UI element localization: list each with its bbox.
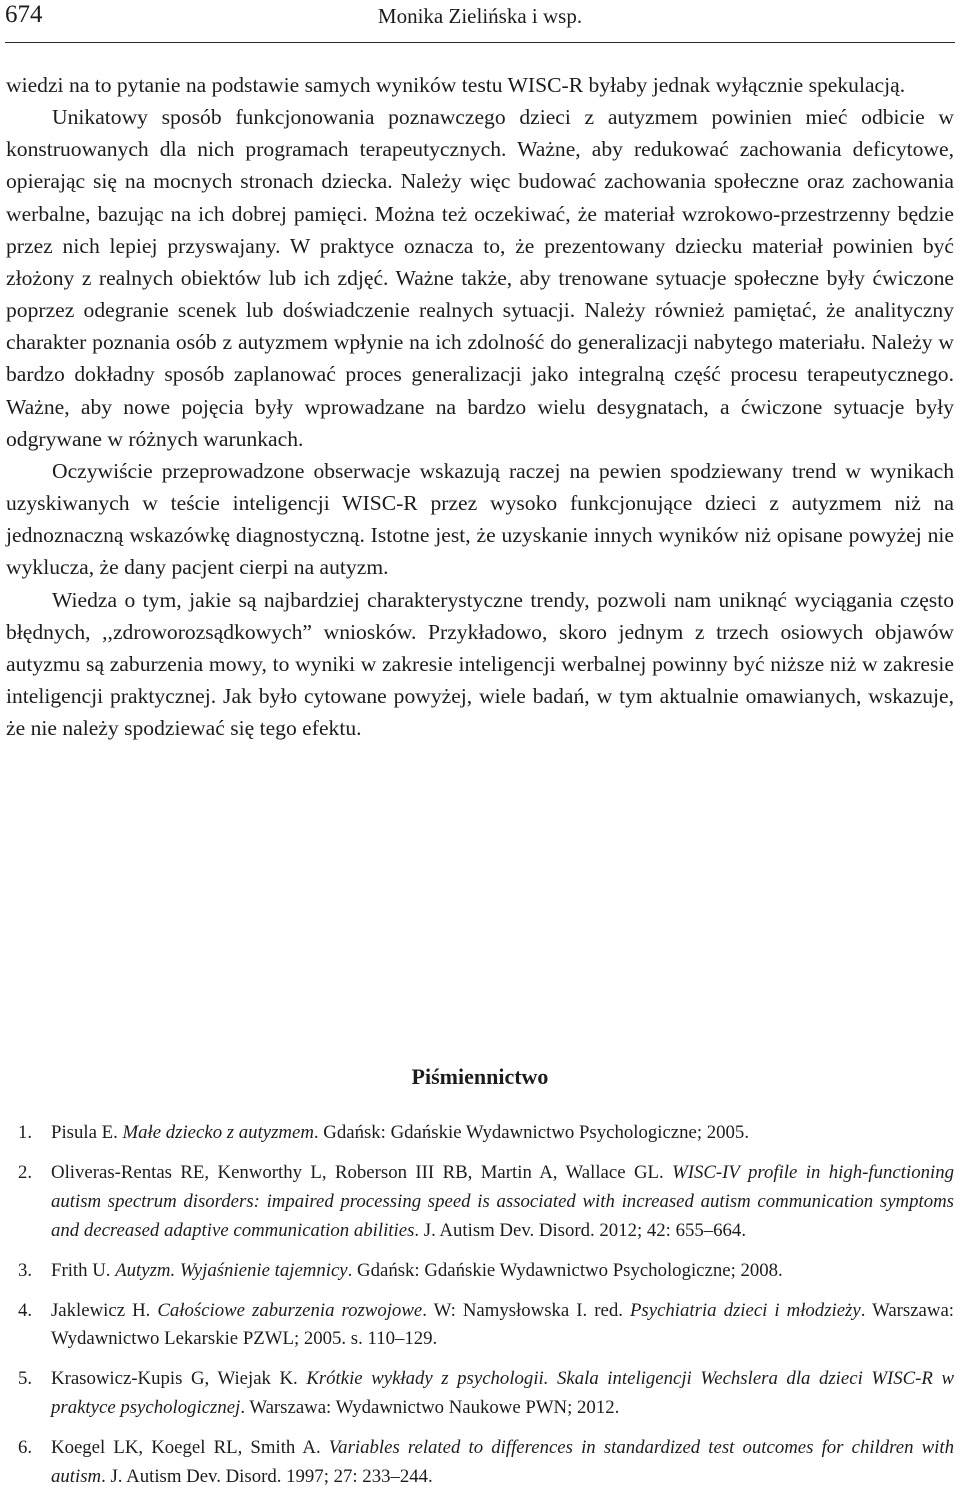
paragraph: Wiedza o tym, jakie są najbardziej charakterystyczne trendy, pozwoli nam uniknąć wyciągania często błędnych, ,,zdroworozsądkowych” wniosków. Przykładowo, skoro jednym z trzech osiowych objawów autyzmu są zaburzenia mowy, to wyniki w zakresie inteligencji werbalnej powinny być niższe niż w zakresie inteligencji praktycznej. Jak było cytowane powyżej, wiele badań, w tym aktualnie omawianych, wskazuje, że nie należy spodziewać się tego efektu. [6, 587, 954, 741]
reference-authors: Oliveras-Rentas RE, Kenworthy L, Roberson III RB, Martin A, Wallace GL. [51, 1161, 673, 1183]
references-list [18, 1119, 954, 1503]
paragraph: Oczywiście przeprowadzone obserwacje wskazują raczej na pewien spodziewany trend w wynikach uzyskiwanych w teście inteligencji WISC-R przez wysoko funkcjonujące dzieci z autyzmem niż na jednoznaczną wskazówkę diagnostyczną. Istotne jest, że uzyskanie innych wyników niż opisane powyżej nie wyklucza, że dany pacjent cierpi na autyzm. [6, 458, 954, 580]
reference-title: Autyzm. Wyjaśnienie tajemnicy [115, 1259, 348, 1281]
running-head: Monika Zielińska i wsp. [377, 4, 583, 28]
reference-number: 4. [18, 1299, 33, 1321]
reference-number: 2. [18, 1161, 33, 1183]
reference-title: Małe dziecko z autyzmem [122, 1122, 314, 1143]
reference-authors: Jaklewicz H. [51, 1299, 158, 1321]
reference-title: Krótkie wykłady z psychologii. Skala inteligencji Wechslera dla dzieci WISC-R w praktyce psychologicznej [51, 1368, 954, 1419]
reference-number: 3. [18, 1259, 33, 1281]
reference-item [18, 1257, 954, 1286]
reference-title: WISC-IV profile in high-functioning autism spectrum disorders: impaired processing speed is associated with increased autism communication symptoms and decreased adaptive communication abilities [51, 1161, 954, 1241]
page-header [5, 0, 955, 43]
reference-title: Całościowe zaburzenia rozwojowe [157, 1299, 423, 1321]
reference-item [18, 1119, 954, 1148]
body-text [6, 69, 954, 744]
reference-source: . J. Autism Dev. Disord. 2012; 42: 655–664. [414, 1219, 747, 1241]
references-heading: Piśmiennictwo [411, 1064, 549, 1089]
reference-item [18, 1297, 954, 1355]
paragraph: Unikatowy sposób funkcjonowania poznawczego dzieci z autyzmem powinien mieć odbicie w konstruowanych dla nich programach terapeutycznych. Ważne, aby redukować zachowania deficytowe, opierając się na mocnych stronach dziecka. Należy więc budować zachowania społeczne oraz zachowania werbalne, bazując na ich dobrej pamięci. Można też oczekiwać, że materiał wzrokowo-przestrzenny będzie przez nich lepiej przyswajany. W praktyce oznacza to, że prezentowany dziecku materiał powinien być złożony z realnych obiektów lub ich zdjęć. Ważne także, aby trenowane sytuacje społeczne były ćwiczone poprzez odegranie scenek lub doświadczenie realnych sytuacji. Należy również pamiętać, że analityczny charakter poznania osób z autyzmem wpłynie na ich zdolność do generalizacji nabytego materiału. Należy w bardzo dokładny sposób zaplanować proces generalizacji jako integralną część procesu terapeutycznego. Ważne, aby nowe pojęcia były wprowadzane na bardzo wielu desygnatach, a ćwiczone sytuacje były odgrywane w różnych warunkach. [6, 105, 954, 451]
reference-source: . Warszawa: Wydawnictwo Naukowe PWN; 2012. [240, 1397, 620, 1419]
reference-number: 6. [18, 1437, 33, 1459]
reference-publisher: . Warszawa: Wydawnictwo Lekarskie PZWL; 2005. s. 110–129. [51, 1299, 955, 1350]
reference-authors: Frith U. [51, 1259, 116, 1281]
reference-number: 5. [18, 1368, 33, 1390]
page-number: 674 [5, 1, 43, 28]
reference-item [18, 1365, 954, 1423]
reference-book-title: Psychiatria dzieci i młodzieży [629, 1299, 861, 1321]
reference-authors: Koegel LK, Koegel RL, Smith A. [51, 1437, 329, 1459]
reference-number: 1. [18, 1122, 33, 1143]
reference-source: . W: Namysłowska I. red. [422, 1299, 630, 1321]
reference-item [18, 1434, 954, 1492]
paragraph-continued: wiedzi na to pytanie na podstawie samych wyników testu WISC-R byłaby jednak wyłącznie spekulacją. [6, 73, 906, 97]
reference-authors: Krasowicz-Kupis G, Wiejak K. [51, 1368, 307, 1390]
reference-title: Variables related to differences in standardized test outcomes for children with autism [51, 1437, 954, 1488]
reference-source: . Gdańsk: Gdańskie Wydawnictwo Psychologiczne; 2008. [347, 1259, 783, 1281]
reference-item [18, 1159, 954, 1246]
reference-authors: Pisula E. [51, 1122, 123, 1143]
reference-source: . Gdańsk: Gdańskie Wydawnictwo Psychologiczne; 2005. [313, 1122, 750, 1143]
reference-source: . J. Autism Dev. Disord. 1997; 27: 233–244. [101, 1466, 433, 1488]
